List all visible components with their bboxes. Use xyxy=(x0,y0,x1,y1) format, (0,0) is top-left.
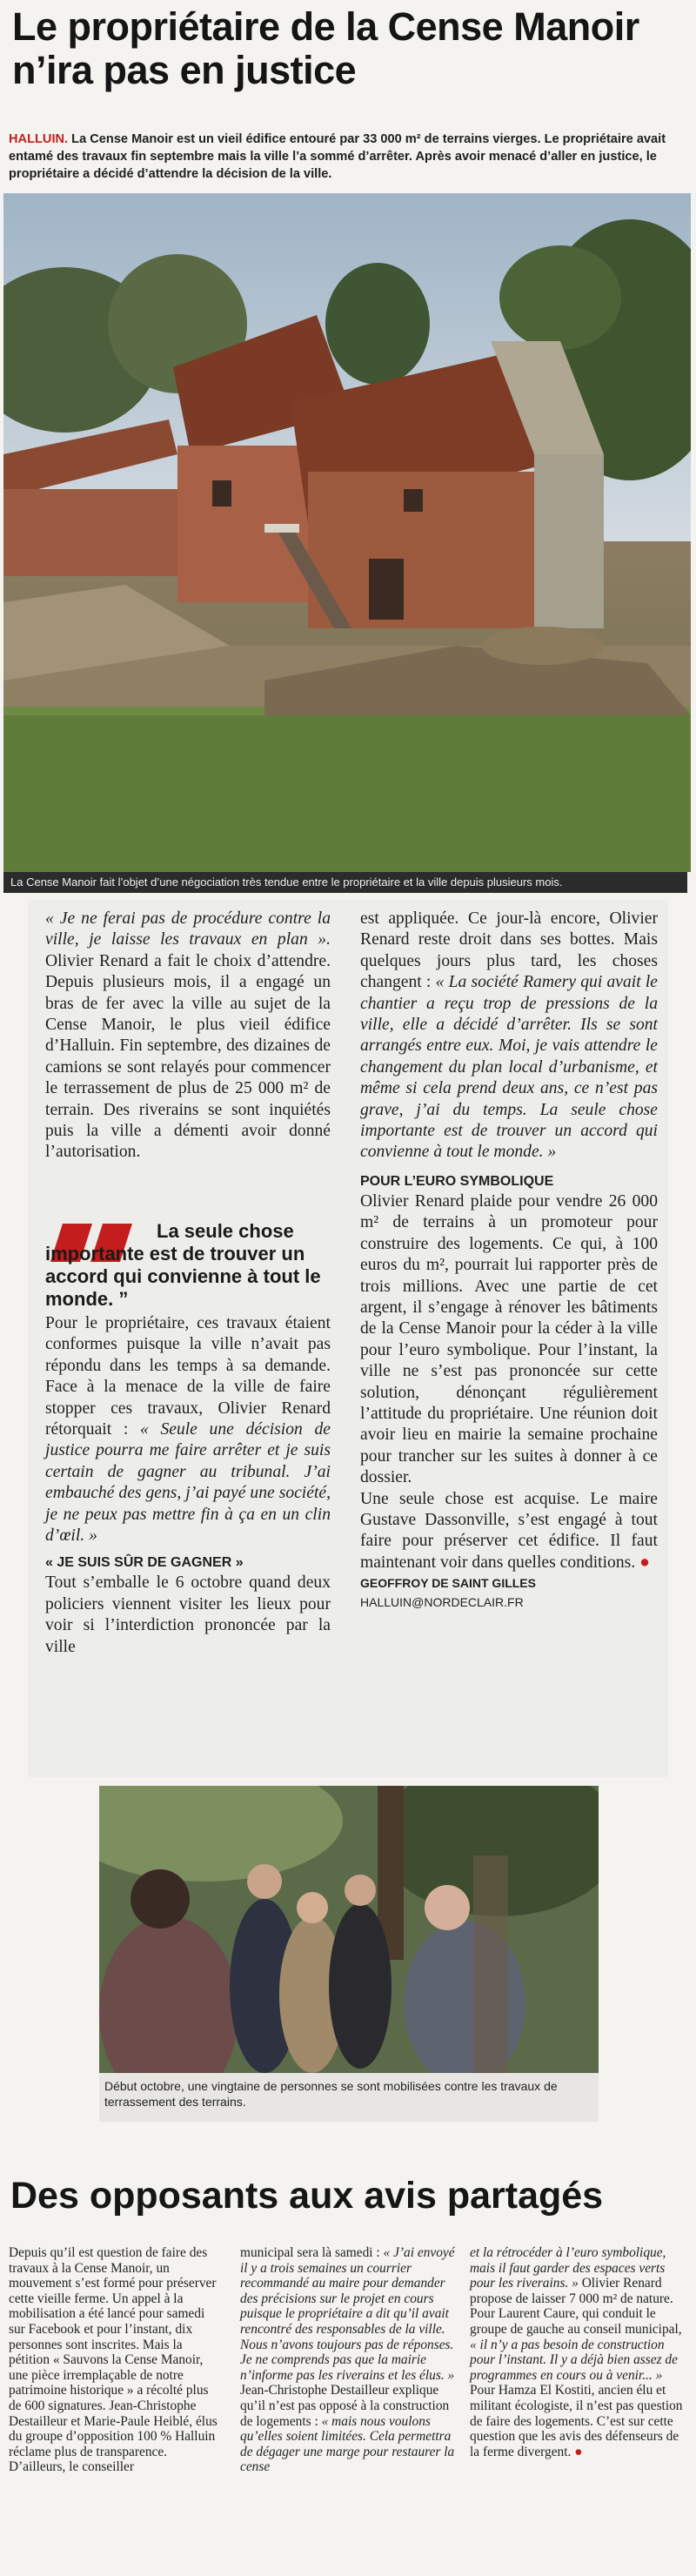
lead-text: La Cense Manoir est un vieil édifice entouré par 33 000 m² de terrains vierges. Le propriétaire avait entamé des travaux fin septembre mais la ville l’a sommé d’arrêter. Après avoir menacé d’aller en justice, le propriétaire a décidé d’attendre la décision de la ville. xyxy=(9,132,666,181)
text: Pour Hamza El Kostiti, ancien élu et militant écologiste, il n’est pas question de faire des logements. C’est sur cette question que les avis des défenseurs de la ferme divergent. xyxy=(470,2383,683,2459)
paragraph: Tout s’emballe le 6 octobre quand deux policiers viennent visiter les lieux pour voir si l’interdiction prononcée par la ville xyxy=(45,1573,331,1656)
headline: Le propriétaire de la Cense Manoir n’ira pas en justice xyxy=(12,4,639,92)
quote: « mais nous voulons qu’elles soient limitées. Cela permettra de dégager une marge pour restaurer la cense xyxy=(240,2413,455,2475)
website: HALLUIN@NORDECLAIR.FR xyxy=(360,1595,524,1610)
farmhouse-illustration xyxy=(3,193,691,872)
pull-quote xyxy=(45,1220,331,1385)
photo-cense-manoir xyxy=(3,193,691,872)
quote: « Je ne ferai pas de procédure contre la ville, je laisse les travaux en plan ». xyxy=(45,909,331,949)
subheading: POUR L’EURO SYMBOLIQUE xyxy=(360,1173,554,1189)
text: Olivier Renard propose de laisser 7 000 m² de nature. Pour Laurent Caure, qui conduit le groupe de gauche au conseil municipal, xyxy=(470,2276,682,2337)
photo-caption: La Cense Manoir fait l’objet d’une négociation très tendue entre le propriétaire et la ville depuis plusieurs mois. xyxy=(3,872,687,893)
text: Jean-Christophe Destailleur explique qu’il n’est pas opposé à la construction de logements : xyxy=(240,2383,450,2429)
photo-caption: Début octobre, une vingtaine de personnes se sont mobilisées contre les travaux de terrassement des terrains. xyxy=(99,2073,599,2122)
author: GEOFFROY DE SAINT GILLES xyxy=(360,1576,536,1591)
article2-column-2 xyxy=(240,2245,456,2475)
paragraph-text: Une seule chose est acquise. Le maire Gustave Dassonville, s’est engagé à tout faire pour préserver cet édifice. Il faut maintenant voir dans quelles conditions. xyxy=(360,1489,658,1572)
paragraph-text: est appliquée. Ce jour-là encore, Olivier Renard reste droit dans ses bottes. Mais quelques jours plus tard, les choses changent : xyxy=(360,909,658,992)
paragraph: Olivier Renard plaide pour vendre 26 000 m² de terrains à un promoteur pour construire des logements. Ce qui, à 100 euros du m², pourrait lui rapporter près de trois millions. Avec une partie de cet argent, il s’engage à rénover les bâtiments de la Cense Manoir pour la céder à la ville pour l’euro symbolique. Pour l’instant, la ville ne s’est pas prononcée sur cette solution, dénonçant régulièrement l’attitude du propriétaire. Une réunion doit avoir lieu en mairie la semaine prochaine pour trancher sur les suites à donner à ce dossier. xyxy=(360,1191,658,1487)
paragraph-text: Olivier Renard a fait le choix d’attendre. Depuis plusieurs mois, il a engagé un bras de fer avec la ville au sujet de la Cense Manoir, le plus vieil édifice d’Halluin. Fin septembre, des dizaines de camions se sont relayés pour commencer le terrassement de plus de 25 000 m² de terrain. Des riverains se sont inquiétés puis la ville a démenti avoir donné l’autorisation. xyxy=(45,951,331,1162)
paragraph xyxy=(45,909,331,1164)
subheading: « JE SUIS SÛR DE GAGNER » xyxy=(45,1555,244,1571)
quote: « Seule une décision de justice pourra me faire arrêter et je suis certain de gagner au tribunal. J’ai embauché des gens, j’ai payé une société, je ne peux pas mettre fin à ça en un clin d’œil. » xyxy=(45,1419,331,1545)
lead-paragraph xyxy=(9,131,687,183)
headline-2: Des opposants aux avis partagés xyxy=(10,2175,604,2217)
quote: « il n’y a pas besoin de construction pour l’instant. Il y a déjà bien assez de programmes en cours ou à venir... » xyxy=(470,2337,678,2383)
protest-illustration xyxy=(99,1786,599,2073)
end-bullet: ● xyxy=(639,1553,650,1572)
article-column-right xyxy=(360,909,658,1612)
paragraph xyxy=(360,1489,658,1574)
article2-column-3 xyxy=(470,2245,687,2459)
quote: « J’ai envoyé il y a trois semaines un courrier recommandé au maire pour demander des précisions sur le projet en cours puisque le propriétaire a dit qu’il avait rencontré des responsables de la ville. Nous n’avons toujours pas de réponses. Je ne comprends pas que la mairie n’informe pas les riverains et les élus. » xyxy=(240,2245,455,2383)
paragraph-text: Pour le propriétaire, ces travaux étaient conformes puisque la ville n’avait pas répondu dans les temps à sa demande. Face à la menace de la ville de faire stopper ces travaux, Olivier Renard rétorquait : xyxy=(45,1313,331,1439)
quote: « La société Ramery qui avait le chantier a reçu trop de pressions de la ville, elle a décidé d’arrêter. Ils se sont arrangés entre eux. Moi, je vais attendre le changement du plan local d’urbanisme, et même si cela prend deux ans, ce n’est pas grave, j’ai du temps. La seule chose importante est de trouver un accord qui convienne à tout le monde. » xyxy=(360,973,658,1162)
end-bullet: ● xyxy=(574,2444,583,2459)
paragraph xyxy=(360,909,658,1164)
pull-quote-text: La seule chose importante est de trouver un accord qui convienne à tout le monde. ” xyxy=(45,1220,321,1310)
quote: et la rétrocéder à l’euro symbolique, mais il faut garder des espaces verts pour les riverains. » xyxy=(470,2245,666,2291)
article2-column-1: Depuis qu’il est question de faire des travaux à la Cense Manoir, un mouvement s’est formé pour préserver cette vieille ferme. Un appel à la mobilisation a été lancé pour samedi sur Facebook et pour l’instant, dix personnes sont inscrites. Mais la pétition « Sauvons la Cense Manoir, une pièce irremplaçable de notre patrimoine historique » a récolté plus de 600 signatures. Jean-Christophe Destailleur et Marie-Paule Heiblé, élus du groupe d’opposition 100 % Halluin réclame plus de transparence. D’ailleurs, le conseiller xyxy=(9,2245,218,2475)
photo-protesters xyxy=(99,1786,599,2073)
lead-place: HALLUIN. xyxy=(9,132,69,146)
text: municipal sera là samedi : xyxy=(240,2245,384,2260)
